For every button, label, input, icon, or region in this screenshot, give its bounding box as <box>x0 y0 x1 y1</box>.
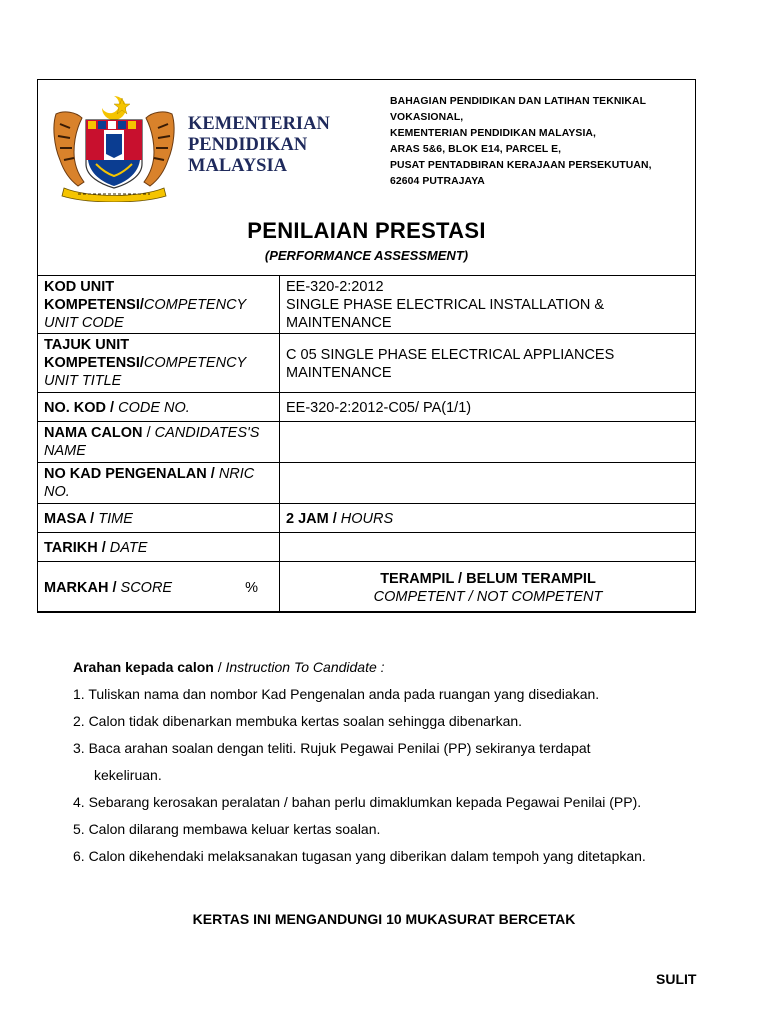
instruction-item-continued: kekeliruan. <box>94 767 162 783</box>
label-italic: NRIC NO. <box>44 466 255 500</box>
value-bold: 2 JAM / <box>286 511 341 527</box>
label-bold: NAMA CALON <box>44 425 143 441</box>
label-bold: TARIKH / <box>44 540 110 556</box>
assessment-info-table <box>37 275 696 613</box>
no-kad-field[interactable] <box>280 463 696 504</box>
label-sep: / <box>142 425 155 441</box>
tajuk-unit-value <box>280 334 696 393</box>
ministry-name <box>188 114 330 177</box>
no-kod-value <box>280 393 696 422</box>
ministry-line: KEMENTERIAN <box>188 114 330 134</box>
label-italic: DATE <box>109 540 148 556</box>
address-line: 62604 PUTRAJAYA <box>390 176 485 187</box>
address-line: PUSAT PENTADBIRAN KERAJAAN PERSEKUTUAN, <box>390 160 652 171</box>
table-row <box>38 276 696 334</box>
instruction-item: 4. Sebarang kerosakan peralatan / bahan perlu dimaklumkan kepada Pegawai Penilai (PP). <box>73 794 642 810</box>
page-title: PENILAIAN PRESTASI <box>247 218 486 243</box>
assessment-cover-frame <box>37 79 696 612</box>
label-bold: TAJUK UNIT KOMPETENSI/ <box>44 337 144 371</box>
address-line: ARAS 5&6, BLOK E14, PARCEL E, <box>390 144 562 155</box>
score-percent: % <box>245 580 258 596</box>
masa-label <box>38 504 280 533</box>
label-bold: NO. KOD / <box>44 400 119 416</box>
result-bold: TERAMPIL / BELUM TERAMPIL <box>380 571 596 587</box>
instructions <box>73 654 646 870</box>
kod-unit-value <box>280 276 696 334</box>
nama-calon-field[interactable] <box>280 422 696 463</box>
address-line: BAHAGIAN PENDIDIKAN DAN LATIHAN TEKNIKAL <box>390 96 647 107</box>
heading-italic: Instruction To Candidate : <box>225 659 385 675</box>
instruction-item: 1. Tuliskan nama dan nombor Kad Pengenalan anda pada ruangan yang disediakan. <box>73 686 600 702</box>
page-subtitle: (PERFORMANCE ASSESSMENT) <box>264 248 469 263</box>
label-italic: CODE NO. <box>118 400 190 416</box>
kod-unit-label <box>38 276 280 334</box>
masa-value <box>280 504 696 533</box>
label-bold: KOD UNIT KOMPETENSI/ <box>44 279 144 313</box>
label-italic: TIME <box>98 511 133 527</box>
tarikh-label <box>38 533 280 562</box>
classification-label: SULIT <box>656 971 697 987</box>
table-row <box>38 463 696 504</box>
ministry-line: MALAYSIA <box>188 156 288 176</box>
label-italic: COMPETENCY UNIT CODE <box>44 297 246 331</box>
table-row <box>38 504 696 533</box>
value-text: C 05 SINGLE PHASE ELECTRICAL APPLIANCES MAINTENANCE <box>286 347 615 381</box>
heading-bold: Arahan kepada calon <box>73 659 214 675</box>
label-italic: CANDIDATES'S NAME <box>44 425 260 459</box>
label-italic: SCORE <box>120 580 173 596</box>
value-text: EE-320-2:2012-C05/ PA(1/1) <box>286 400 472 416</box>
header <box>38 80 695 275</box>
no-kad-label <box>38 463 280 504</box>
instruction-item: 2. Calon tidak dibenarkan membuka kertas soalan sehingga dibenarkan. <box>73 713 523 729</box>
heading-sep: / <box>213 659 226 675</box>
ministry-address <box>390 94 652 190</box>
table-row <box>38 393 696 422</box>
markah-result <box>280 562 696 613</box>
result-italic: COMPETENT / NOT COMPETENT <box>373 589 603 605</box>
table-row <box>38 334 696 393</box>
label-bold: NO KAD PENGENALAN / <box>44 466 219 482</box>
no-kod-label <box>38 393 280 422</box>
instruction-item: 3. Baca arahan soalan dengan teliti. Rujuk Pegawai Penilai (PP) sekiranya terdapat <box>73 740 591 756</box>
table-row <box>38 422 696 463</box>
markah-label <box>38 562 280 613</box>
instruction-item: 6. Calon dikehendaki melaksanakan tugasan yang diberikan dalam tempoh yang ditetapkan. <box>73 848 646 864</box>
nama-calon-label <box>38 422 280 463</box>
tarikh-field[interactable] <box>280 533 696 562</box>
table-row <box>38 562 696 613</box>
value-line: EE-320-2:2012 <box>286 279 384 295</box>
tajuk-unit-label <box>38 334 280 393</box>
label-italic: COMPETENCY UNIT TITLE <box>44 355 246 389</box>
instructions-heading <box>73 654 646 681</box>
page-count-note: KERTAS INI MENGANDUNGI 10 MUKASURAT BERCETAK <box>192 911 576 927</box>
malaysia-coat-of-arms-icon <box>48 94 180 202</box>
value-italic: HOURS <box>340 511 394 527</box>
label-bold: MARKAH / <box>44 580 121 596</box>
ministry-line: PENDIDIKAN <box>188 135 308 155</box>
label-bold: MASA / <box>44 511 99 527</box>
address-line: VOKASIONAL, <box>390 112 464 123</box>
instruction-item: 5. Calon dilarang membawa keluar kertas soalan. <box>73 821 381 837</box>
table-row <box>38 533 696 562</box>
value-line: SINGLE PHASE ELECTRICAL INSTALLATION & MAINTENANCE <box>286 297 605 331</box>
address-line: KEMENTERIAN PENDIDIKAN MALAYSIA, <box>390 128 597 139</box>
